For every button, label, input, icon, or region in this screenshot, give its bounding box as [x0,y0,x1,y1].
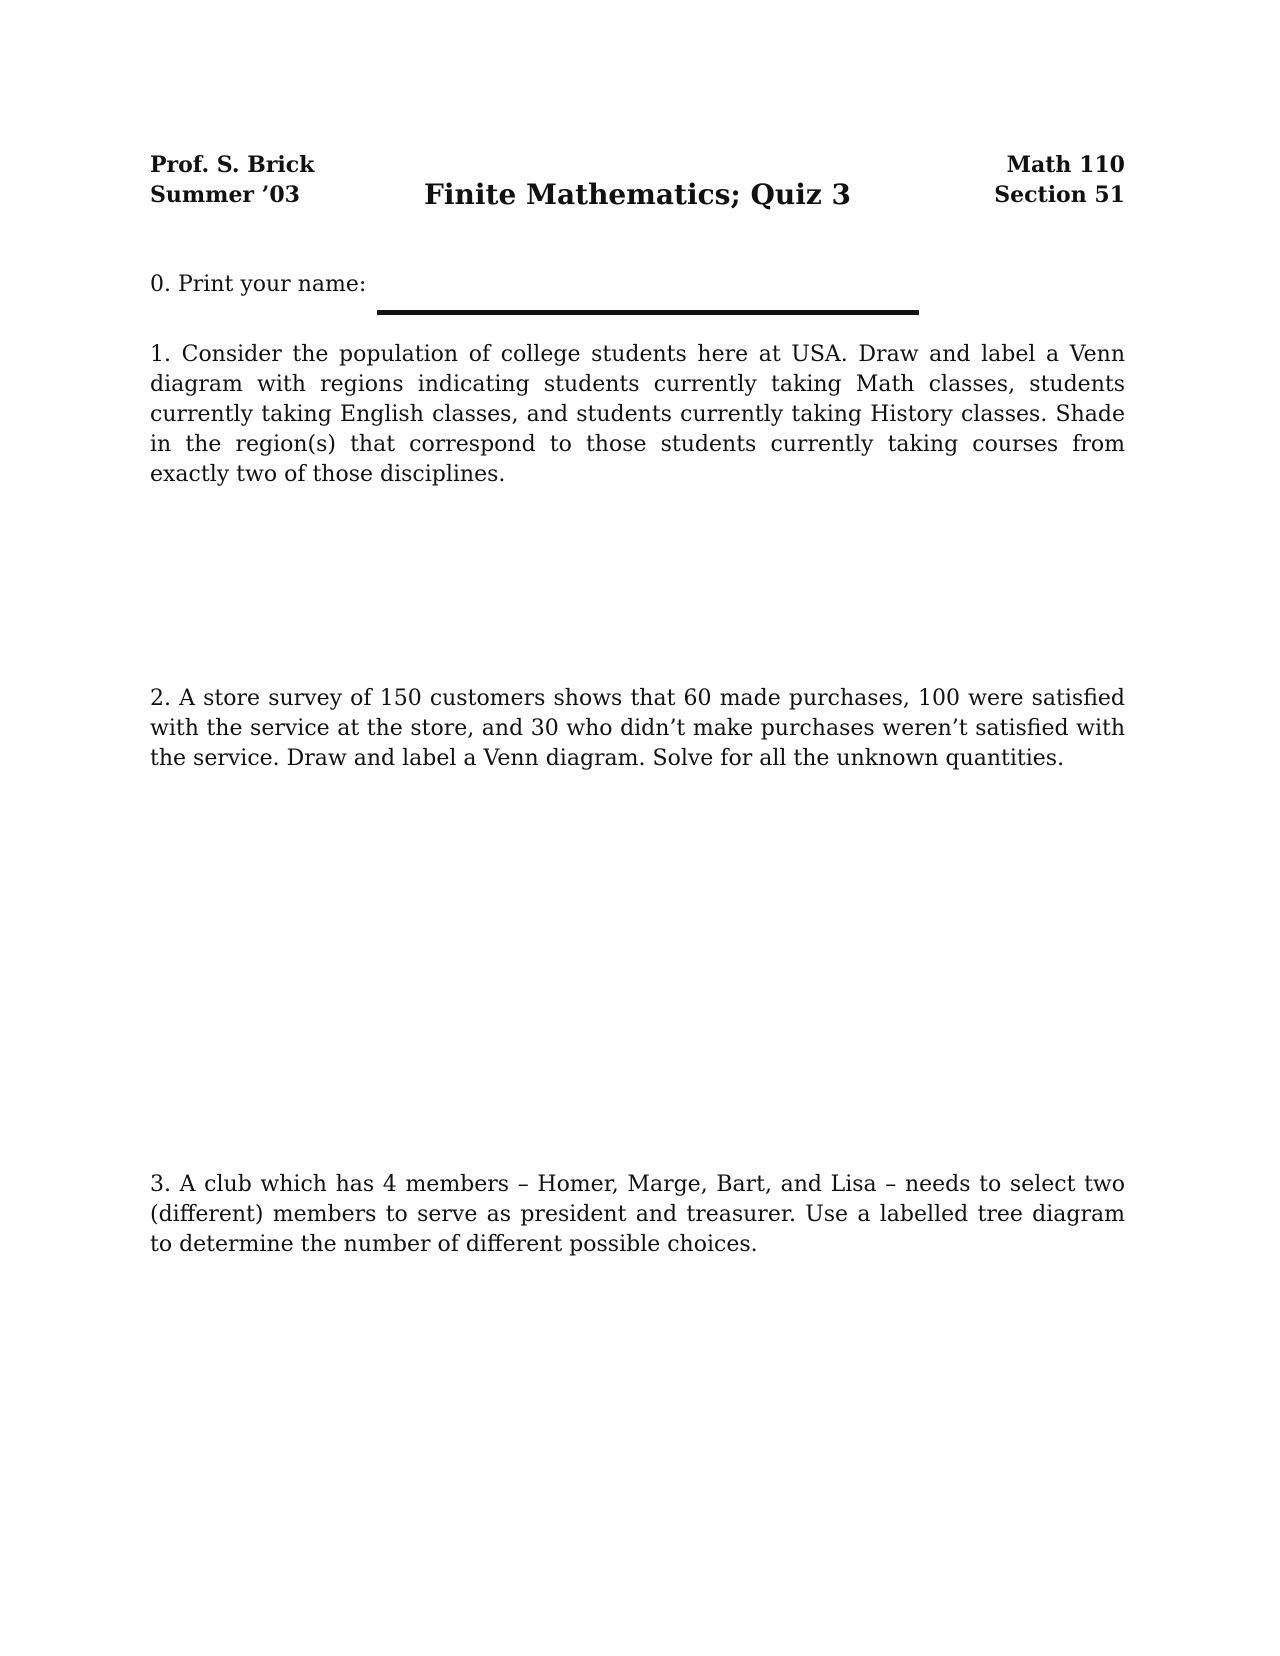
quiz-title-text: Finite Mathematics; Quiz 3 [424,178,851,211]
name-answer-line [377,310,919,315]
question-2: 2. A store survey of 150 customers shows that 60 made purchases, 100 were satisfied with the service at the store, and 30 who didn’t make purchases weren’t satisfied with the service. Draw and label a Venn diagram. Solve for all the unknown quantities. [150,686,1125,771]
quiz-title [150,178,1125,212]
question-3: 3. A club which has 4 members – Homer, Marge, Bart, and Lisa – needs to select two (different) members to serve as president and treasurer. Use a labelled tree diagram to determine the number of different possible choices. [150,1172,1125,1257]
course-number: Math 110 [1006,152,1125,178]
instructor-name: Prof. S. Brick [150,152,315,178]
quiz-page [150,0,1125,1656]
header-right-block [994,150,1125,210]
section-number: Section 51 [994,182,1125,208]
name-prompt: 0. Print your name: [150,272,367,297]
question-1: 1. Consider the population of college students here at USA. Draw and label a Venn diagram with regions indicating students currently taking Math classes, students currently taking English classes, and students currently taking History classes. Shade in the region(s) that correspond to those students currently taking courses from exactly two of those disciplines. [150,342,1125,487]
quiz-header [150,150,1125,220]
name-prompt-row [150,270,1125,320]
term: Summer ’03 [150,182,300,208]
